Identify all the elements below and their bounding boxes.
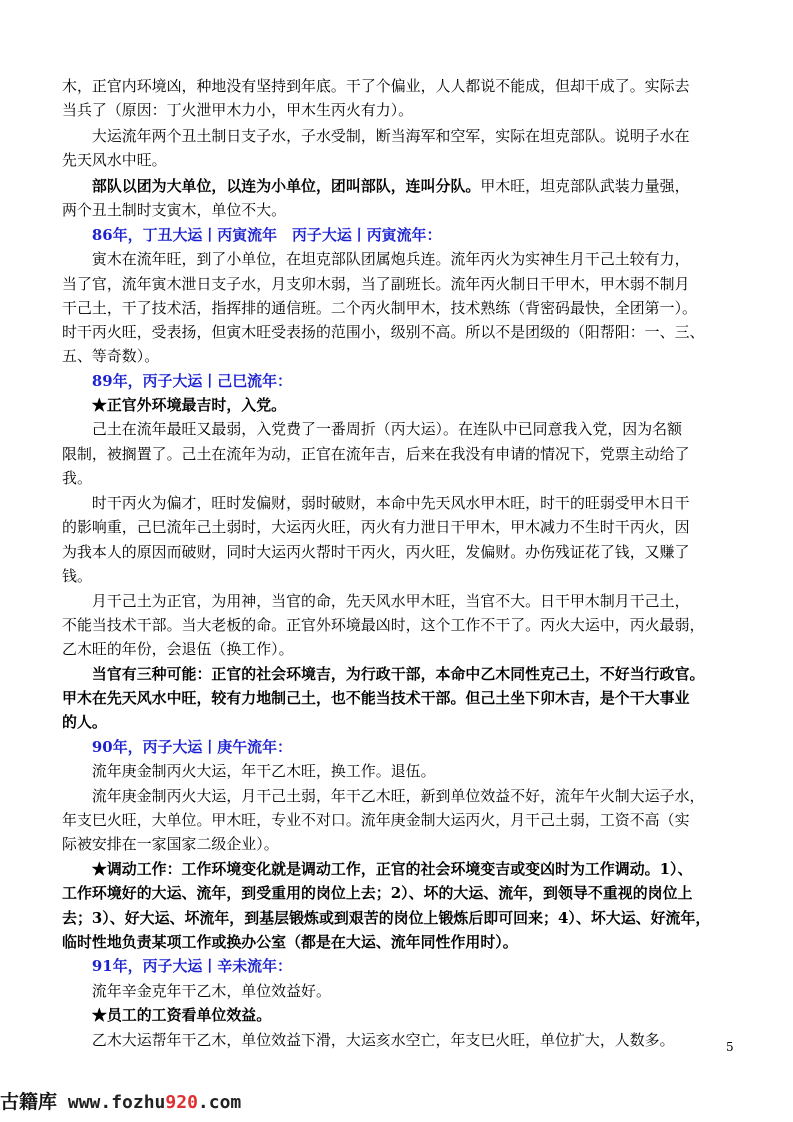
text-line: 木，正官内环境凶，种地没有坚持到年底。干了个偏业，人人都说不能成，但却干成了。实际去 xyxy=(62,77,690,95)
bold-run: 部队以团为大单位，以连为小单位，团叫部队，连叫分队。 xyxy=(62,177,481,195)
page-number: 5 xyxy=(726,1040,734,1054)
bold-paragraph-line: 临时性地负责某项工作或换办公室（都是在大运、流年同性作用时）。 xyxy=(62,933,518,951)
watermark-url-suffix: .com xyxy=(197,1092,242,1113)
bold-paragraph-line: 的人。 xyxy=(62,713,107,731)
bold-note: ★正官外环境最吉时，入党。 xyxy=(62,396,287,414)
watermark-brand: 古籍库 xyxy=(0,1091,58,1113)
text-line: 限制，被搁置了。己土在流年为动，正官在流年吉，后来在我没有申请的情况下，党票主动给了 xyxy=(62,445,690,463)
text-line: 的影响重，己巳流年己土弱时，大运丙火旺，丙火有力泄日干甲木，甲木减力不生时干丙火，因 xyxy=(62,518,690,536)
text-line: 乙木旺的年份，会退伍（换工作）。 xyxy=(62,640,294,658)
text-line: 时干丙火为偏才，旺时发偏财，弱时破财，本命中先天风水甲木旺，时干的旺弱受甲木日干 xyxy=(62,494,690,512)
text-line: 干己土，干了技术活，指挥排的通信班。二个丙火制甲木，技术熟练（背密码最快，全团第一）。 xyxy=(62,299,697,317)
bold-paragraph-line: 工作环境好的大运、流年，到受重用的岗位上去；2）、坏的大运、流年，到领导不重视的岗位上 xyxy=(62,884,693,902)
text-line: 当兵了（原因：丁火泄甲木力小，甲木生丙火有力）。 xyxy=(62,101,414,119)
text-line: 年支巳火旺，大单位。甲木旺，专业不对口。流年庚金制大运丙火，月干己土弱，工资不高（实 xyxy=(62,811,690,829)
text-line: 为我本人的原因而破财，同时大运丙火帮时干丙火，丙火旺，发偏财。办伤残证花了钱，又赚了 xyxy=(62,543,690,561)
text-line: 钱。 xyxy=(62,567,92,585)
bold-paragraph-line: ★调动工作：工作环境变化就是调动工作，正官的社会环境变吉或变凶时为工作调动。1）、 xyxy=(62,860,693,878)
text-line: 流年庚金制丙火大运，月干己土弱，年干乙木旺，新到单位效益不好，流年午火制大运子水， xyxy=(62,787,705,805)
text-line: 五、等奇数）。 xyxy=(62,347,160,365)
site-watermark xyxy=(0,1087,241,1114)
text-line: 大运流年两个丑土制日支子水，子水受制，断当海军和空军，实际在坦克部队。说明子水在 xyxy=(62,127,690,145)
text-line xyxy=(62,174,690,198)
text-line: 两个丑土制时支寅木，单位不大。 xyxy=(62,201,287,219)
section-heading: 89年，丙子大运丨己巳流年： xyxy=(62,372,292,390)
text-line: 乙木大运帮年干乙木，单位效益下滑，大运亥水空亡，年支巳火旺，单位扩大，人数多。 xyxy=(62,1031,675,1049)
normal-run: 甲木旺，坦克部队武装力量强， xyxy=(480,177,690,195)
text-line: 己土在流年最旺又最弱，入党费了一番周折（丙大运）。在连队中已同意我入党，因为名额 xyxy=(62,420,683,438)
bold-paragraph-line: 去；3）、好大运、坏流年，到基层锻炼或到艰苦的岗位上锻炼后即可回来；4）、坏大运、好流年， xyxy=(62,909,711,927)
text-line: 寅木在流年旺，到了小单位，在坦克部队团属炮兵连。流年丙火为实神生月干己土较有力， xyxy=(62,250,690,268)
watermark-url-prefix: www.fozhu xyxy=(57,1092,166,1113)
bold-note: ★员工的工资看单位效益。 xyxy=(62,1006,272,1024)
text-line: 先天风水中旺。 xyxy=(62,151,167,169)
watermark-url-number: 920 xyxy=(165,1092,198,1113)
section-heading: 90年，丙子大运丨庚午流年： xyxy=(62,738,292,756)
text-line: 流年辛金克年干乙木，单位效益好。 xyxy=(62,982,331,1000)
text-line: 当了官，流年寅木泄日支子水，月支卯木弱，当了副班长。流年丙火制日干甲木，甲木弱不制月 xyxy=(62,275,690,293)
text-line: 月干己土为正官，为用神，当官的命，先天风水甲木旺，当官不大。日干甲木制月干己土， xyxy=(62,592,690,610)
text-line: 我。 xyxy=(62,469,92,487)
section-heading: 86年，丁丑大运丨丙寅流年 丙子大运丨丙寅流年： xyxy=(62,226,442,244)
text-line: 流年庚金制丙火大运，年干乙木旺，换工作。退伍。 xyxy=(62,762,436,780)
text-line: 时干丙火旺，受表扬，但寅木旺受表扬的范围小，级别不高。所以不是团级的（阳帮阳：一、三、 xyxy=(62,323,705,341)
text-line: 际被安排在一家国家二级企业）。 xyxy=(62,835,279,853)
text-line: 不能当技术干部。当大老板的命。正官外环境最凶时，这个工作不干了。丙火大运中，丙火最弱， xyxy=(62,616,705,634)
bold-paragraph-line: 当官有三种可能：正官的社会环境吉，为行政干部，本命中乙木同性克己土，不好当行政官。 xyxy=(62,665,705,683)
bold-paragraph-line: 甲木在先天风水中旺，较有力地制己土，也不能当技术干部。但己土坐下卯木吉，是个干大事业 xyxy=(62,689,690,707)
section-heading: 91年，丙子大运丨辛未流年： xyxy=(62,957,292,975)
